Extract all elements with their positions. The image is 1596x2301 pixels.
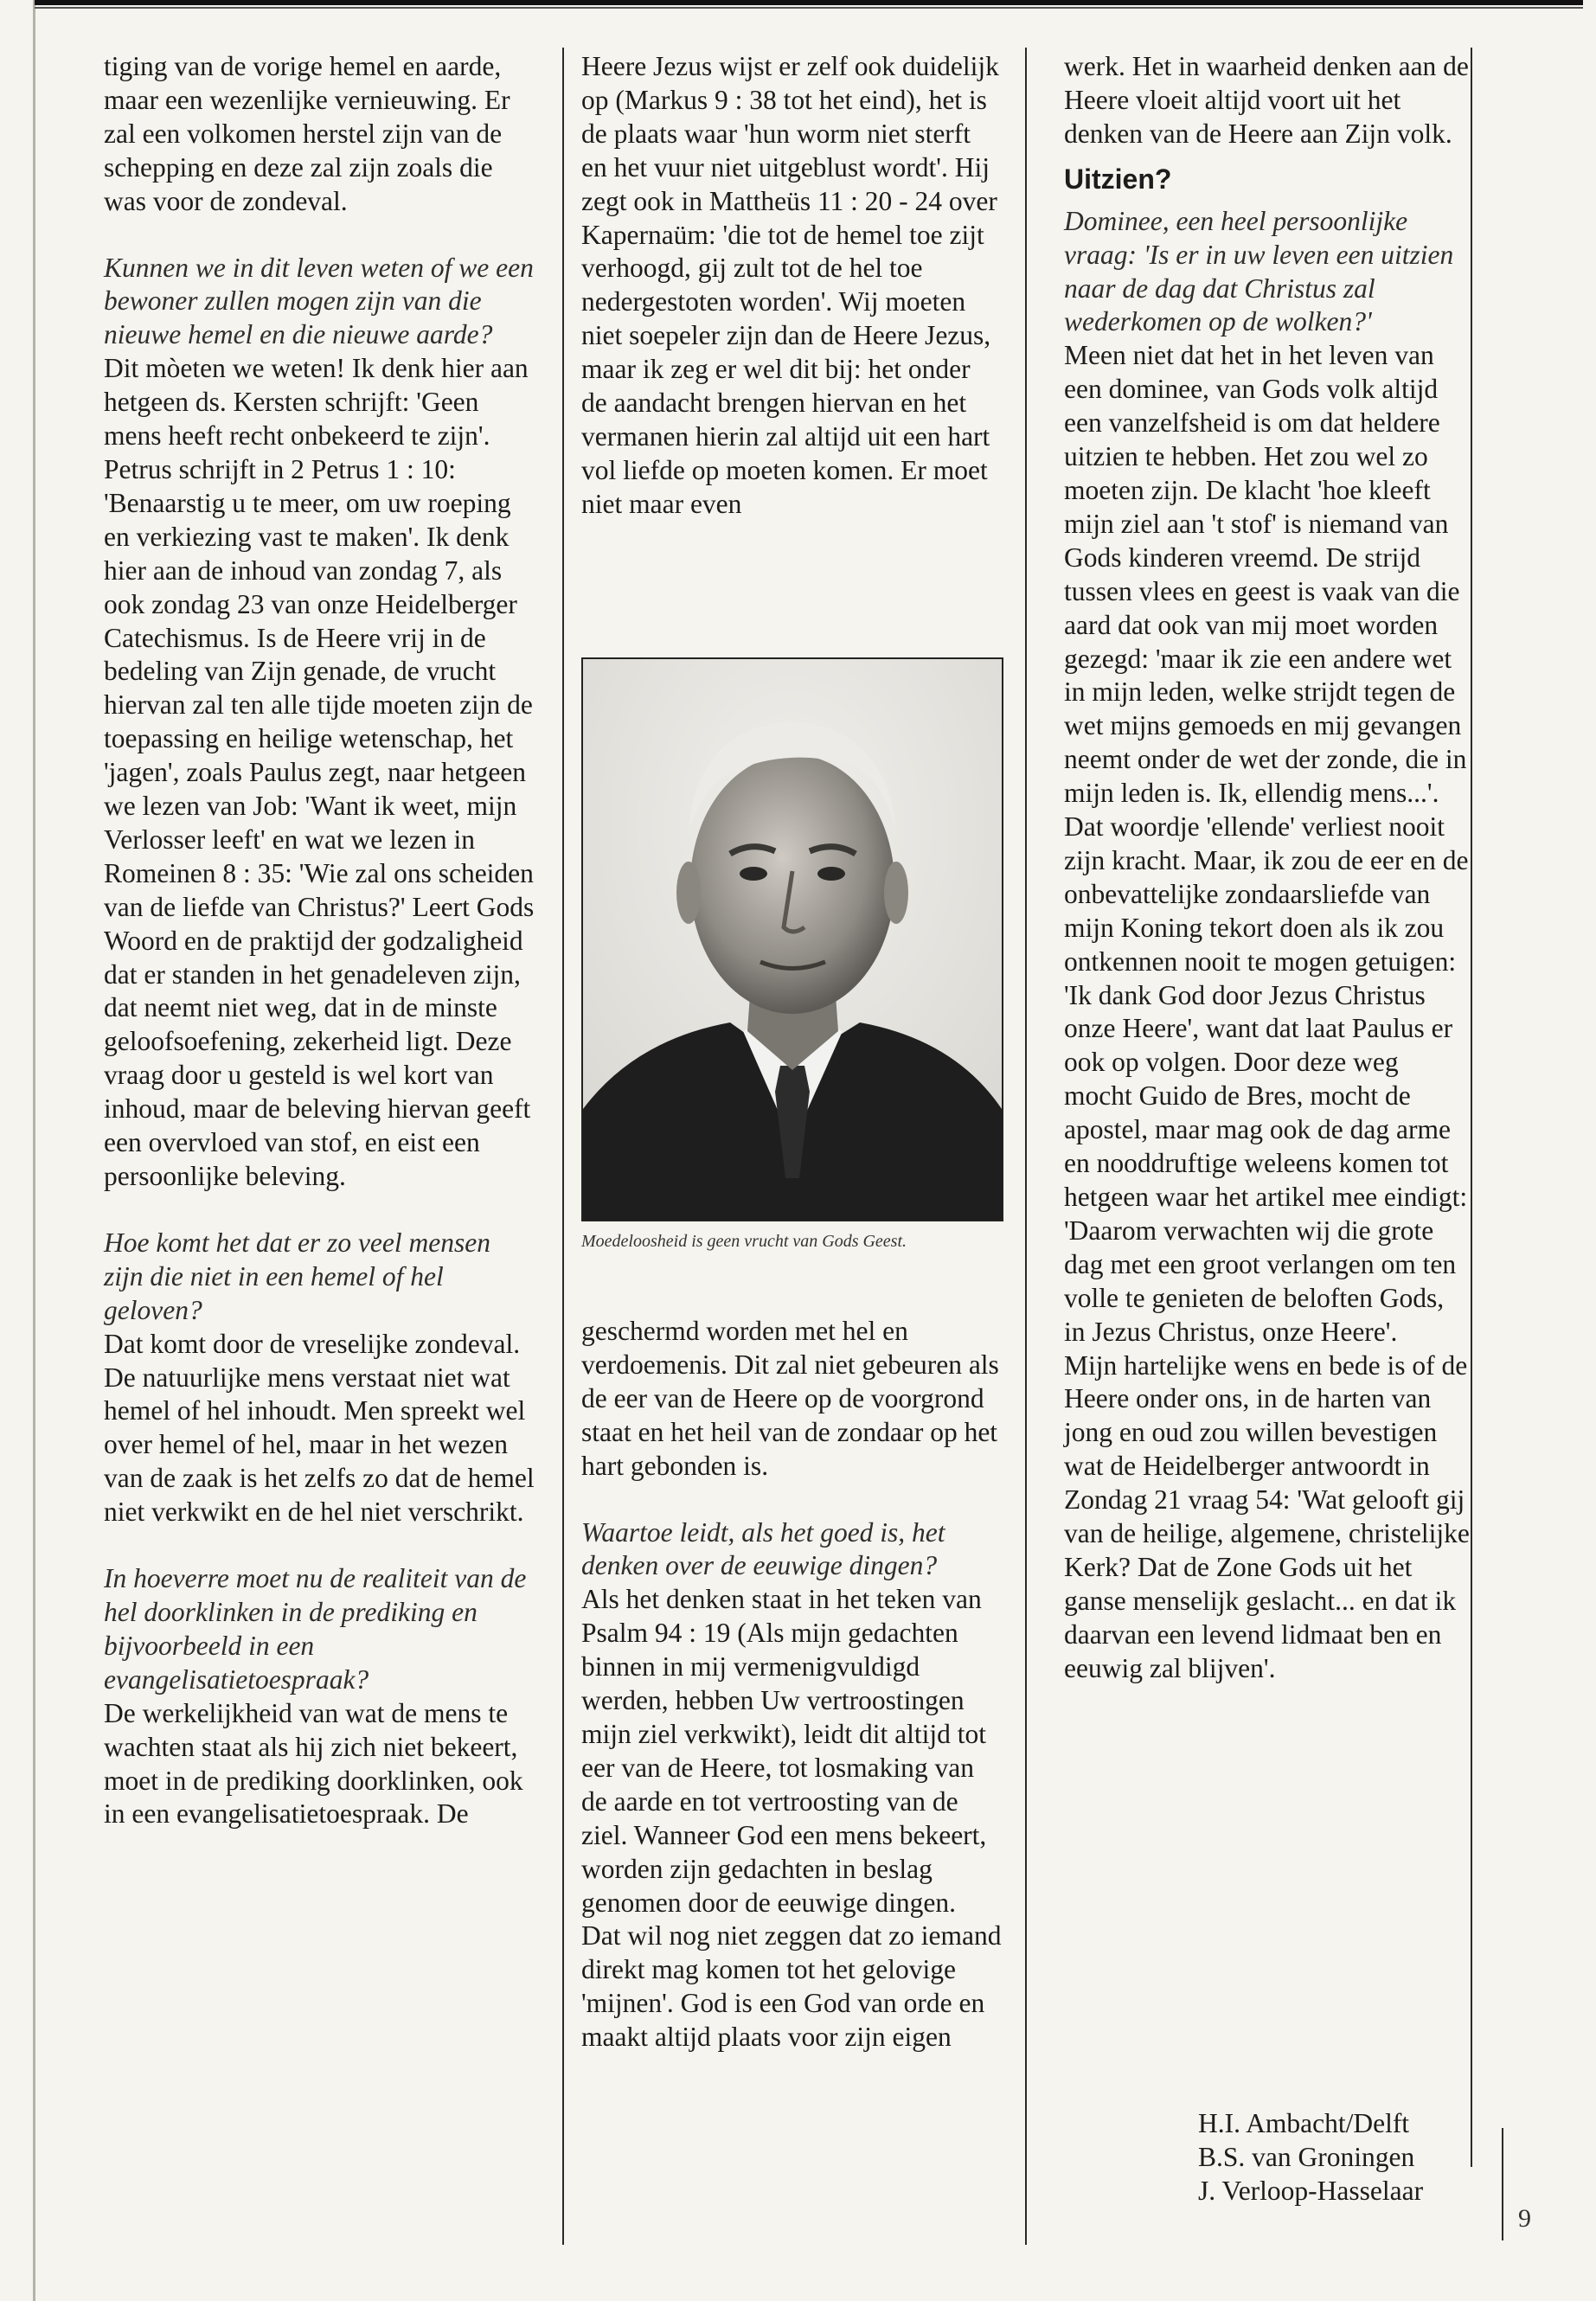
interview-question: Waartoe leidt, als het goed is, het denken over de eeuwige dingen? — [581, 1516, 945, 1581]
interview-question: Kunnen we in dit leven weten of we een bewoner zullen mogen zijn van die nieuwe hemel en die nieuwe aarde? — [104, 252, 534, 350]
paragraph: Heere Jezus wijst er zelf ook duidelijk op (Markus 9 : 38 tot het eind), het is de plaats waar 'hun worm niet sterft en het vuur niet uitgeblust wordt'. Hij zegt ook in Mattheüs 11 : 20 - 24 over Kapernaüm: 'die tot de hemel toe zijt verhoogd, gij zult tot de hel toe nedergestoten worden'. Wij moeten niet soepeler zijn dan de Heere Jezus, maar ik zeg er wel dit bij: het onder de aandacht brengen hiervan en het vermanen hierin zal altijd uit een hart vol liefde op moeten komen. Er moet niet maar even — [581, 51, 999, 519]
page-number: 9 — [1518, 2204, 1531, 2233]
page-number-rule — [1502, 2128, 1503, 2240]
signature-block — [1198, 2107, 1423, 2208]
interview-answer: Meen niet dat het in het leven van een dominee, van Gods volk altijd een vanzelfsheid is om dat heldere uitzien te hebben. Het zou wel zo moeten zijn. De klacht 'hoe kleeft mijn ziel aan 't stof' is niemand van Gods kinderen vreemd. De strijd tussen vlees en geest is vaak van die aard dat ook van mij moet worden gezegd: 'maar ik zie een andere wet in mijn leden, welke strijdt tegen de wet mijns gemoeds en mij gevangen neemt onder de wet der zonde, die in mijn leden is. Ik, ellendig mens...'. Dat woordje 'ellende' verliest nooit zijn kracht. Maar, ik zou de eer en de onbevattelijke zondaarsliefde van mijn Koning tekort doen als ik zou ontkennen nooit te mogen getuigen: 'Ik dank God door Jezus Christus onze Heere', want dat laat Paulus er ook op volgen. Door deze weg mocht Guido de Bres, mocht de apostel, maar mag ook de dag arme en nooddruftige weleens komen tot hetgeen waar het artikel mee eindigt: 'Daarom verwachten wij die grote dag met een groot verlangen om ten volle te genieten de beloften Gods, in Jezus Christus, onze Heere'. — [1064, 340, 1469, 1347]
signature-line: B.S. van Groningen — [1198, 2141, 1415, 2172]
top-border-thin — [35, 7, 1583, 9]
paragraph: geschermd worden met hel en verdoemenis. Dit zal niet gebeuren als de eer van de Heere op de voorgrond staat en het heil van de zondaar op het hart gebonden is. — [581, 1316, 999, 1481]
photo-caption: Moedeloosheid is geen vrucht van Gods Geest. — [581, 1232, 907, 1251]
top-border — [35, 0, 1583, 5]
interview-answer: De werkelijkheid van wat de mens te wachten staat als hij zich niet bekeert, moet in de prediking doorklinken, ook in een evangelisatietoespraak. De — [104, 1697, 523, 1830]
interview-question: Hoe komt het dat er zo veel mensen zijn die niet in een hemel of hel geloven? — [104, 1227, 490, 1325]
interview-question: In hoeverre moet nu de realiteit van de hel doorklinken in de prediking en bijvoorbeeld in een evangelisatietoespraak? — [104, 1563, 527, 1695]
column-rule-2 — [1025, 48, 1027, 2245]
portrait-illustration — [583, 659, 1002, 1220]
interview-answer: Dat komt door de vreselijke zondeval. De natuurlijke mens verstaat niet wat hemel of hel inhoudt. Men spreekt wel over hemel of hel, maar in het wezen van de zaak is het zelfs zo dat de hemel niet verkwikt en de hel niet verschrikt. — [104, 1328, 535, 1528]
column-1 — [104, 50, 536, 1831]
column-rule-1 — [562, 48, 564, 2245]
page-left-edge — [33, 0, 35, 2301]
column-rule-3 — [1471, 48, 1472, 2167]
portrait-photo — [581, 657, 1003, 1221]
column-2-bottom — [581, 1315, 1002, 2054]
interview-question: Dominee, een heel persoonlijke vraag: 'Is er in uw leven een uitzien naar de dag dat Christus zal wederkomen op de wolken?' — [1064, 205, 1454, 337]
column-2-top — [581, 50, 1002, 522]
column-3 — [1064, 50, 1471, 1686]
paragraph: Mijn hartelijke wens en bede is of de Heere onder ons, in de harten van jong en oud zou willen bevestigen wat de Heidelberger antwoordt in Zondag 21 vraag 54: 'Wat gelooft gij van de heilige, algemene, christelijke Kerk? Dat de Zone Gods uit het ganse menselijk geslacht... en dat ik daarvan een levend lidmaat ben en eeuwig zal blijven'. — [1064, 1349, 1470, 1683]
paragraph: werk. Het in waarheid denken aan de Heere vloeit altijd voort uit het denken van de Heere aan Zijn volk. — [1064, 51, 1469, 149]
signature-line: H.I. Ambacht/Delft — [1198, 2108, 1410, 2138]
interview-answer: Als het denken staat in het teken van Psalm 94 : 19 (Als mijn gedachten binnen in mij vermenigvuldigd werden, hebben Uw vertroostingen mijn ziel verkwikt), leidt dit altijd tot eer van de Heere, tot losmaking van de aarde en tot vertroosting van de ziel. Wanneer God een mens bekeert, worden zijn gedachten in beslag genomen door de eeuwige dingen. Dat wil nog niet zeggen dat zo iemand direkt mag komen tot het gelovige 'mijnen'. God is een God van orde en maakt altijd plaats voor zijn eigen — [581, 1584, 1002, 2053]
signature-line: J. Verloop-Hasselaar — [1198, 2175, 1424, 2206]
paragraph: tiging van de vorige hemel en aarde, maar een wezenlijke vernieuwing. Er zal een volkomen herstel zijn van de schepping en deze zal zijn zoals die was voor de zondeval. — [104, 51, 510, 216]
interview-answer: Dit mòeten we weten! Ik denk hier aan hetgeen ds. Kersten schrijft: 'Geen mens heeft recht onbekeerd te zijn'. Petrus schrijft in 2 Petrus 1 : 10: 'Benaarstig u te meer, om uw roeping en verkiezing vast te maken'. Ik denk hier aan de inhoud van zondag 7, als ook zondag 23 van onze Heidelberger Catechismus. Is de Heere vrij in de bedeling van Zijn genade, de vrucht hiervan zal ten alle tijde moeten zijn de toepassing en heilige wetenschap, het 'jagen', zoals Paulus zegt, naar hetgeen we lezen van Job: 'Want ik weet, mijn Verlosser leeft' en wat we lezen in Romeinen 8 : 35: 'Wie zal ons scheiden van de liefde van Christus?' Leert Gods Woord en de praktijd der godzaligheid dat er standen in het genadeleven zijn, dat neemt niet weg, dat in de minste geloofsoefening, zekerheid ligt. Deze vraag door u gesteld is wel kort van inhoud, maar de beleving hiervan geeft een overvloed van stof, en eist een persoonlijke beleving. — [104, 353, 535, 1191]
section-heading: Uitzien? — [1064, 163, 1172, 195]
